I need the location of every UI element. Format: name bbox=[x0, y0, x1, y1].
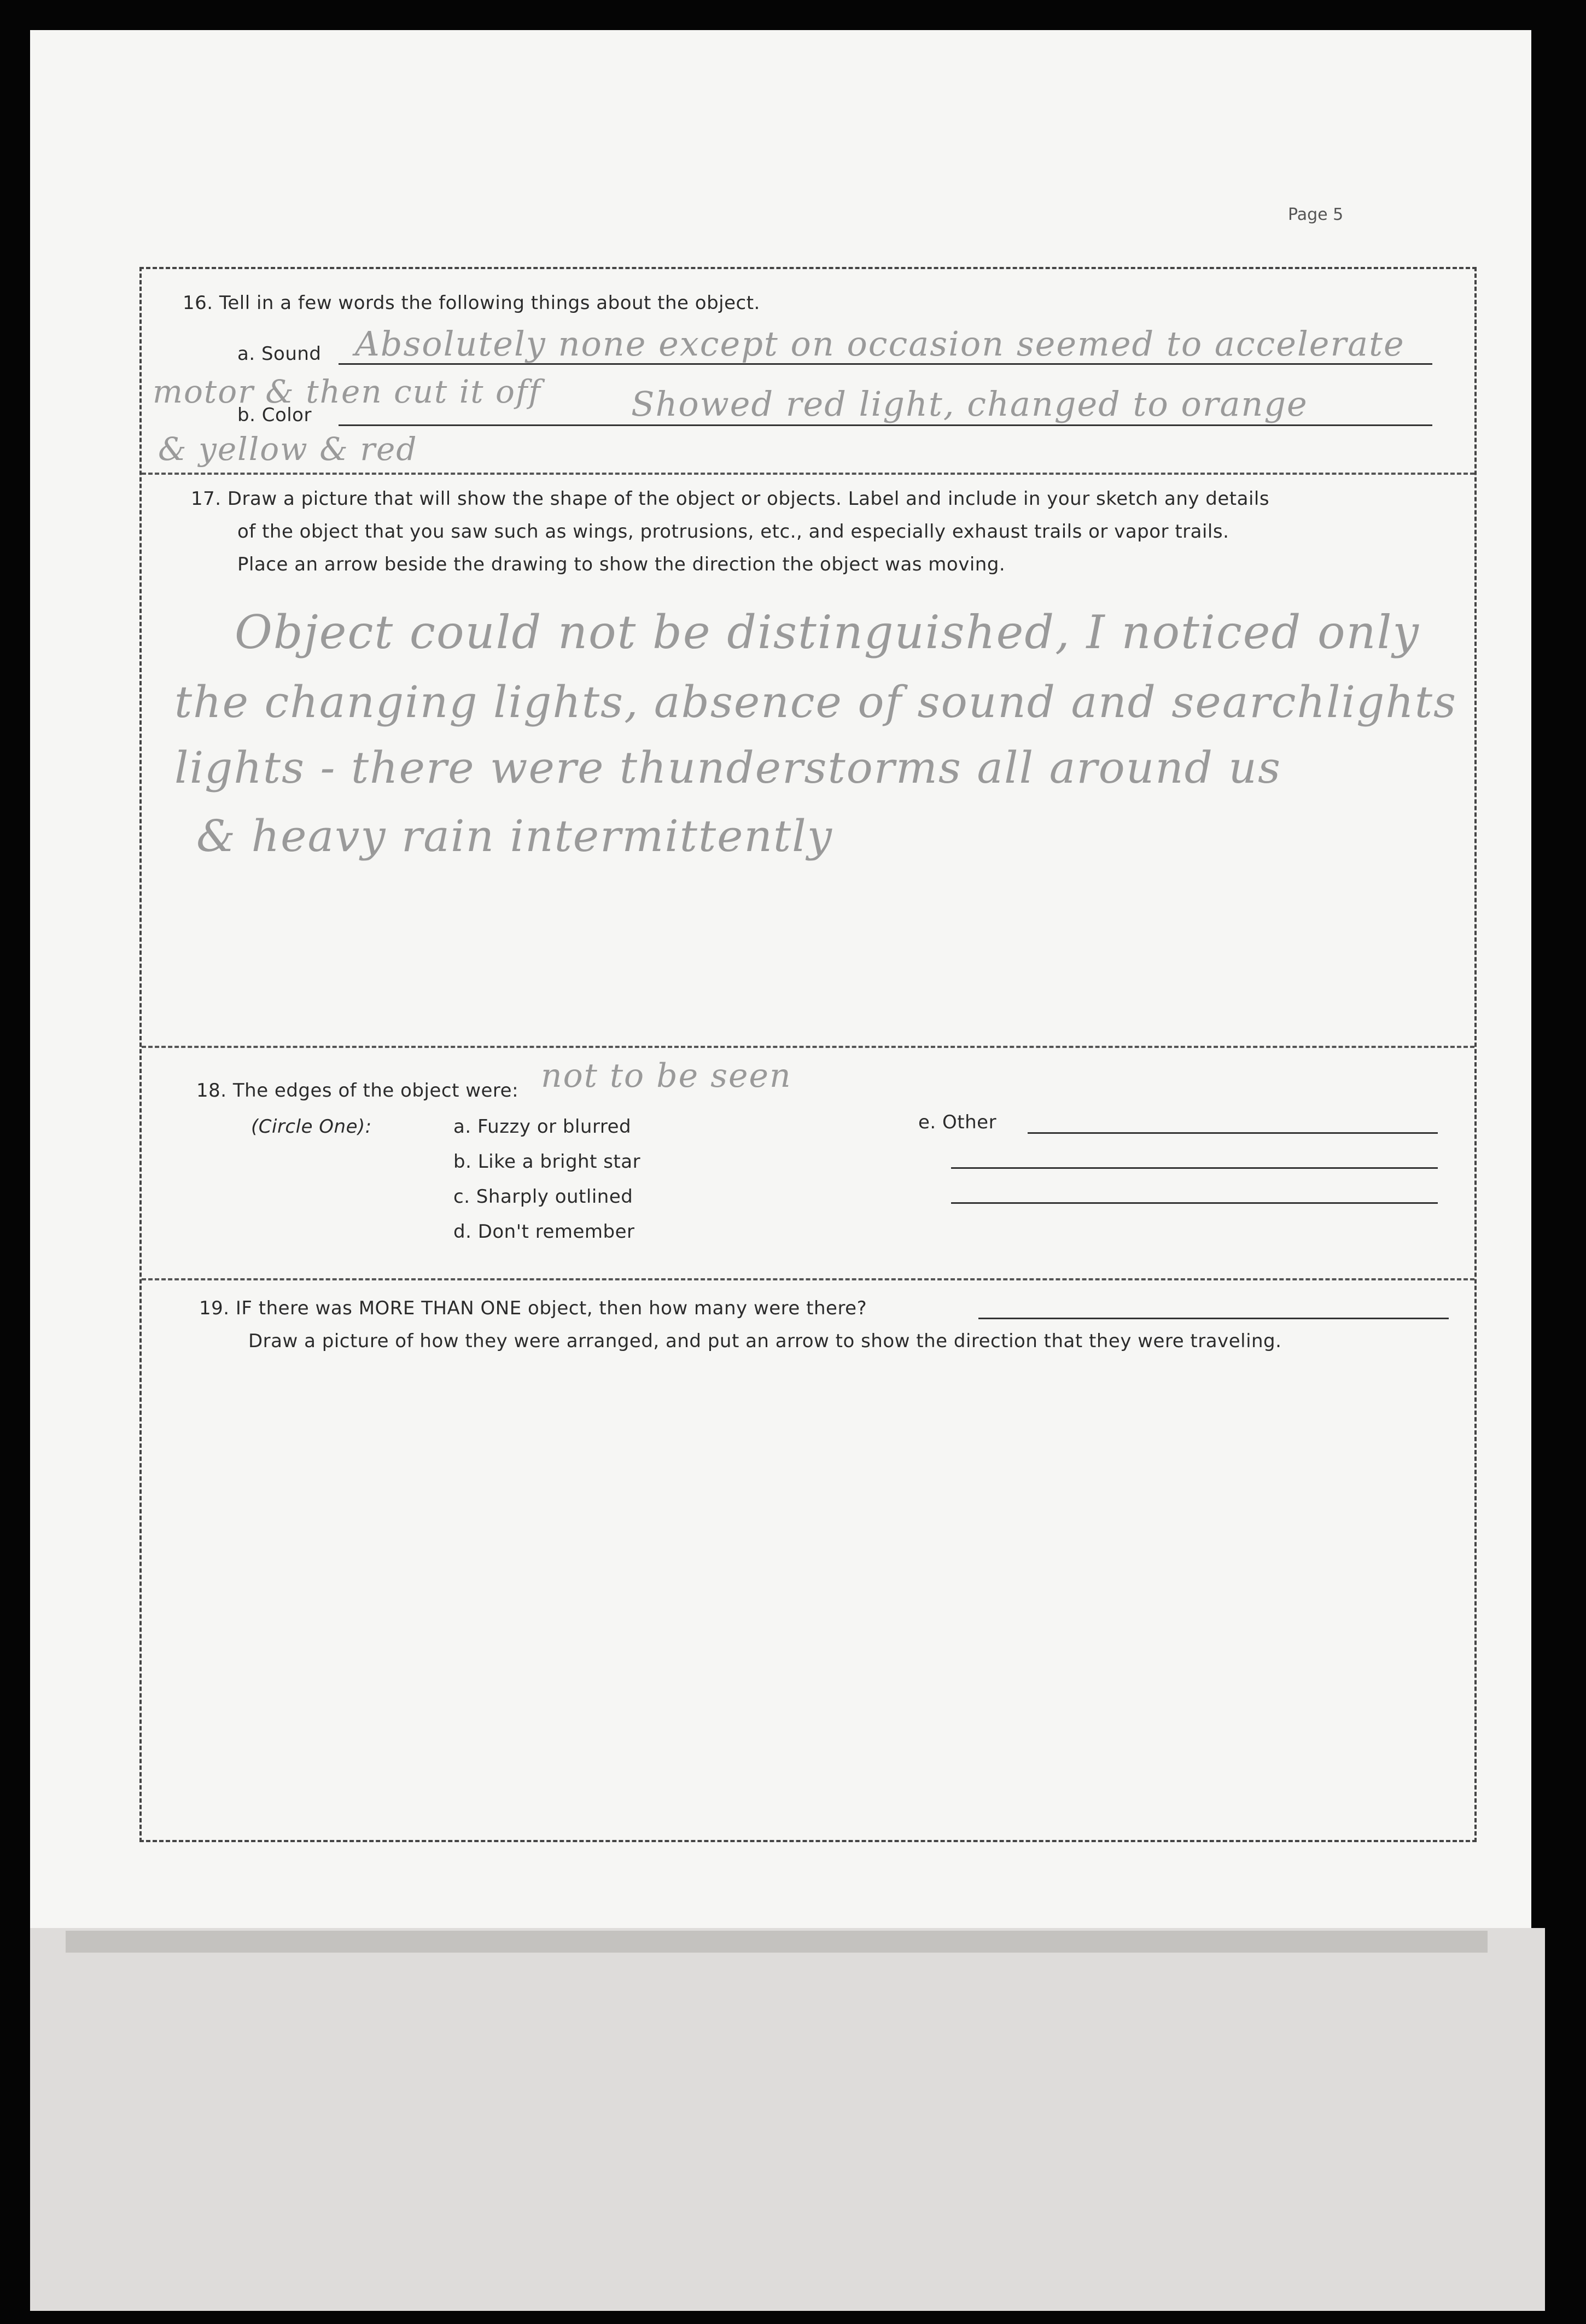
page-number: Page 5 bbox=[1288, 205, 1344, 224]
q17-answer-line-4: & heavy rain intermittently bbox=[196, 811, 833, 861]
q17-prompt-line-2: of the object that you saw such as wings, protrusions, etc., and especially exhaust trails or vapor trails. bbox=[237, 521, 1229, 543]
q17-answer-line-3: lights - there were thunderstorms all around us bbox=[174, 742, 1281, 793]
q16-color-label: b. Color bbox=[237, 404, 312, 426]
q18-option-c: c. Sharply outlined bbox=[453, 1186, 633, 1208]
q19-prompt: 19. IF there was MORE THAN ONE object, then how many were there? bbox=[199, 1297, 867, 1319]
q18-option-b: b. Like a bright star bbox=[453, 1151, 641, 1173]
q18-other-line-1 bbox=[1028, 1132, 1438, 1134]
form-box bbox=[139, 267, 1477, 1842]
divider-17-18 bbox=[142, 1046, 1474, 1048]
q16-sound-answer-2: motor & then cut it off bbox=[153, 373, 541, 410]
q19-count-line bbox=[978, 1318, 1449, 1319]
divider-18-19 bbox=[142, 1278, 1474, 1280]
q16-color-answer-2: & yellow & red bbox=[158, 430, 418, 468]
q17-answer-line-2: the changing lights, absence of sound and searchlights bbox=[174, 677, 1457, 727]
q19-prompt-line-2: Draw a picture of how they were arranged, and put an arrow to show the direction that they were traveling. bbox=[248, 1330, 1282, 1352]
q18-other-label: e. Other bbox=[918, 1111, 997, 1133]
q16-sound-answer-1: Absolutely none except on occasion seemed to accelerate bbox=[355, 324, 1405, 364]
divider-16-17 bbox=[142, 473, 1474, 475]
q17-prompt-line-3: Place an arrow beside the drawing to show the direction the object was moving. bbox=[237, 554, 1006, 575]
q16-color-line bbox=[339, 424, 1432, 426]
q18-option-a: a. Fuzzy or blurred bbox=[453, 1116, 632, 1138]
q18-option-d: d. Don't remember bbox=[453, 1221, 635, 1243]
q16-color-answer-1: Showed red light, changed to orange bbox=[631, 384, 1308, 424]
paper-shadow-band bbox=[66, 1931, 1488, 1953]
q16-prompt: 16. Tell in a few words the following things about the object. bbox=[183, 292, 760, 314]
lower-sheet-edge bbox=[30, 1928, 1545, 2311]
q17-prompt-line-1: 17. Draw a picture that will show the shape of the object or objects. Label and include in your sketch any details bbox=[191, 488, 1270, 510]
q18-other-line-3 bbox=[951, 1202, 1438, 1204]
q18-prompt: 18. The edges of the object were: bbox=[196, 1080, 519, 1102]
q16-sound-label: a. Sound bbox=[237, 343, 322, 365]
q18-answer: not to be seen bbox=[541, 1057, 792, 1095]
q18-circle-one: (Circle One): bbox=[251, 1116, 372, 1138]
q17-answer-line-1: Object could not be distinguished, I noticed only bbox=[235, 605, 1420, 659]
q18-other-line-2 bbox=[951, 1167, 1438, 1169]
